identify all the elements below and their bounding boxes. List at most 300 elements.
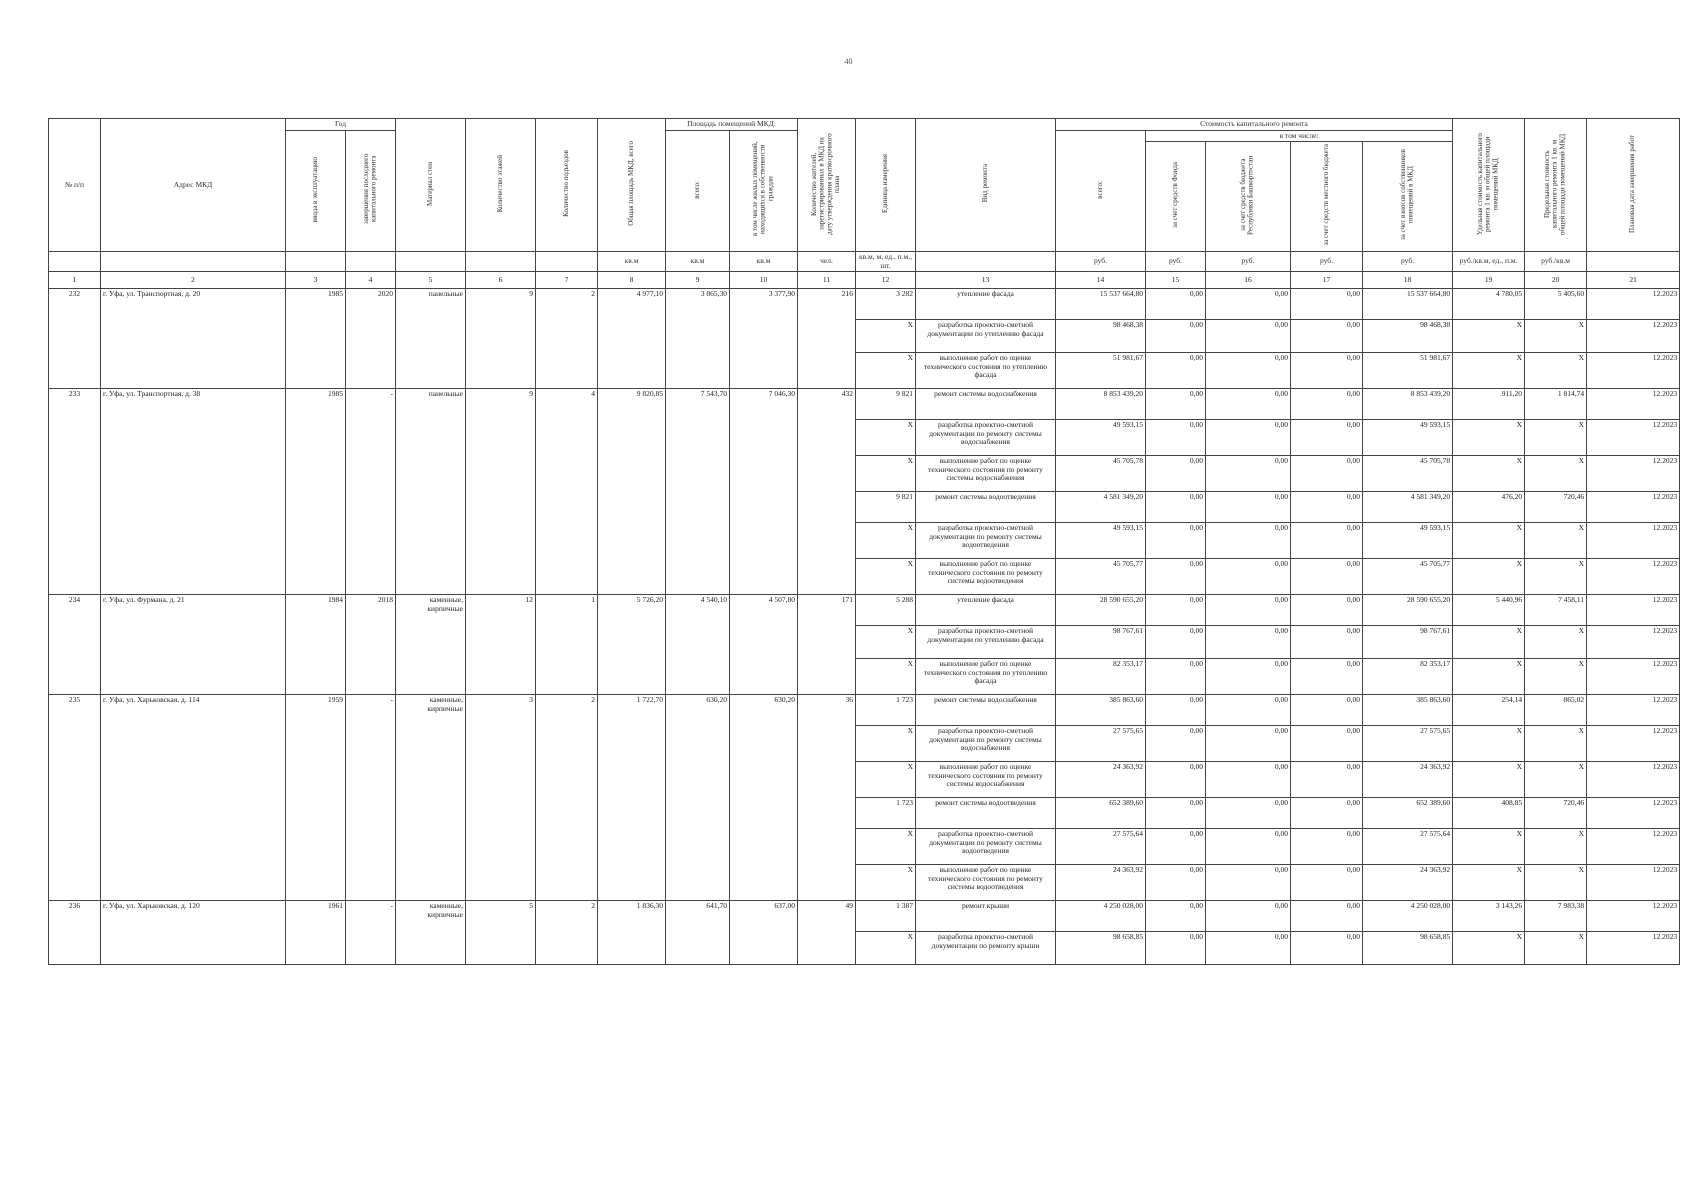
table-row bbox=[49, 353, 1680, 389]
work-type: ремонт системы водоотведения bbox=[916, 492, 1056, 523]
residents: 49 bbox=[798, 901, 856, 932]
max-cost: X bbox=[1525, 420, 1587, 456]
cost-rb: 0,00 bbox=[1206, 932, 1291, 965]
area-residents bbox=[730, 523, 798, 559]
unit-spec-1: руб./кв.м, ед., п.м. bbox=[1453, 251, 1525, 271]
deadline-date: 12.2023 bbox=[1587, 559, 1680, 595]
wall-material bbox=[396, 492, 466, 523]
wall-material: каменные, кирпичные bbox=[396, 595, 466, 626]
residents: 432 bbox=[798, 389, 856, 420]
unit-cost: 4 780,05 bbox=[1453, 289, 1525, 320]
floors bbox=[466, 932, 536, 965]
house-address bbox=[101, 523, 286, 559]
area-residents bbox=[730, 492, 798, 523]
header-premises-group: Площадь помещений МКД: bbox=[666, 119, 798, 131]
cost-fund: 0,00 bbox=[1146, 492, 1206, 523]
work-type: выполнение работ по оценке технического состояния по ремонту системы водоснабжения bbox=[916, 456, 1056, 492]
unit-rub-3: руб. bbox=[1206, 251, 1291, 271]
max-cost: X bbox=[1525, 829, 1587, 865]
house-address bbox=[101, 865, 286, 901]
deadline-date: 12.2023 bbox=[1587, 726, 1680, 762]
cost-fund: 0,00 bbox=[1146, 595, 1206, 626]
house-num bbox=[49, 865, 101, 901]
work-type: ремонт крыши bbox=[916, 901, 1056, 932]
area-total bbox=[666, 559, 730, 595]
header-unit: Единица измерения bbox=[856, 119, 916, 252]
column-number: 21 bbox=[1587, 272, 1680, 289]
cost-total: 28 590 655,20 bbox=[1056, 595, 1146, 626]
year-repair bbox=[346, 659, 396, 695]
max-cost: X bbox=[1525, 659, 1587, 695]
house-num bbox=[49, 420, 101, 456]
area-total: 4 540,10 bbox=[666, 595, 730, 626]
area-residents: 637,00 bbox=[730, 901, 798, 932]
work-type: ремонт системы водоснабжения bbox=[916, 389, 1056, 420]
cost-local: 0,00 bbox=[1291, 420, 1363, 456]
cost-owners: 45 705,78 bbox=[1363, 456, 1453, 492]
year-commission: 1961 bbox=[286, 901, 346, 932]
work-type: разработка проектно-сметной документации по утеплению фасада bbox=[916, 626, 1056, 659]
floors bbox=[466, 353, 536, 389]
cost-rb: 0,00 bbox=[1206, 456, 1291, 492]
year-repair bbox=[346, 726, 396, 762]
house-num bbox=[49, 932, 101, 965]
cost-fund: 0,00 bbox=[1146, 726, 1206, 762]
wall-material bbox=[396, 626, 466, 659]
cost-fund: 0,00 bbox=[1146, 389, 1206, 420]
max-cost: X bbox=[1525, 353, 1587, 389]
wall-material bbox=[396, 798, 466, 829]
unit-cost: X bbox=[1453, 320, 1525, 353]
entrances bbox=[536, 456, 598, 492]
cost-rb: 0,00 bbox=[1206, 659, 1291, 695]
floors bbox=[466, 492, 536, 523]
cost-total: 8 853 439,20 bbox=[1056, 389, 1146, 420]
area-residents bbox=[730, 762, 798, 798]
unit-cost: X bbox=[1453, 865, 1525, 901]
deadline-date: 12.2023 bbox=[1587, 695, 1680, 726]
floors bbox=[466, 420, 536, 456]
unit-cost: X bbox=[1453, 420, 1525, 456]
total-area bbox=[598, 762, 666, 798]
cost-owners: 49 593,15 bbox=[1363, 420, 1453, 456]
table-row bbox=[49, 289, 1680, 320]
deadline-date: 12.2023 bbox=[1587, 389, 1680, 420]
area-residents bbox=[730, 932, 798, 965]
entrances bbox=[536, 865, 598, 901]
work-type: ремонт системы водоотведения bbox=[916, 798, 1056, 829]
unit-cost: X bbox=[1453, 626, 1525, 659]
entrances bbox=[536, 932, 598, 965]
header-max-cost: Предельная стоимость капитального ремонта 1 кв. м общей площади помещений МКД bbox=[1525, 119, 1587, 252]
house-num: 233 bbox=[49, 389, 101, 420]
year-repair bbox=[346, 320, 396, 353]
year-commission bbox=[286, 762, 346, 798]
deadline-date: 12.2023 bbox=[1587, 932, 1680, 965]
residents: 36 bbox=[798, 695, 856, 726]
house-address: г. Уфа, ул. Харьковская, д. 120 bbox=[101, 901, 286, 932]
wall-material: каменные, кирпичные bbox=[396, 901, 466, 932]
house-address bbox=[101, 353, 286, 389]
header-wall-material: Материал стен bbox=[396, 119, 466, 252]
residents bbox=[798, 865, 856, 901]
year-commission bbox=[286, 932, 346, 965]
residents: 216 bbox=[798, 289, 856, 320]
house-address bbox=[101, 559, 286, 595]
column-number: 1 bbox=[49, 272, 101, 289]
work-type: разработка проектно-сметной документации по ремонту системы водоотведения bbox=[916, 829, 1056, 865]
max-cost: 865,02 bbox=[1525, 695, 1587, 726]
unit-qty: X bbox=[856, 932, 916, 965]
year-commission bbox=[286, 865, 346, 901]
cost-total: 45 705,77 bbox=[1056, 559, 1146, 595]
year-commission bbox=[286, 456, 346, 492]
cost-fund: 0,00 bbox=[1146, 901, 1206, 932]
cost-fund: 0,00 bbox=[1146, 420, 1206, 456]
cost-total: 4 250 028,00 bbox=[1056, 901, 1146, 932]
cost-owners: 51 981,67 bbox=[1363, 353, 1453, 389]
cost-local: 0,00 bbox=[1291, 659, 1363, 695]
header-floors: Количество этажей bbox=[466, 119, 536, 252]
total-area bbox=[598, 559, 666, 595]
header-year-commission: ввода в эксплуатацию bbox=[286, 130, 346, 251]
unit-cost: 254,14 bbox=[1453, 695, 1525, 726]
entrances bbox=[536, 798, 598, 829]
floors bbox=[466, 829, 536, 865]
year-repair bbox=[346, 456, 396, 492]
house-address bbox=[101, 626, 286, 659]
wall-material bbox=[396, 865, 466, 901]
year-commission bbox=[286, 659, 346, 695]
max-cost: 720,46 bbox=[1525, 798, 1587, 829]
house-address bbox=[101, 492, 286, 523]
cost-rb: 0,00 bbox=[1206, 320, 1291, 353]
unit-area-2: кв.м bbox=[666, 251, 730, 271]
unit-qty: X bbox=[856, 523, 916, 559]
unit-cost: 5 440,96 bbox=[1453, 595, 1525, 626]
area-total bbox=[666, 829, 730, 865]
header-year-group: Год bbox=[286, 119, 396, 131]
work-type: разработка проектно-сметной документации по утеплению фасада bbox=[916, 320, 1056, 353]
cost-total: 24 363,92 bbox=[1056, 865, 1146, 901]
year-repair bbox=[346, 829, 396, 865]
work-type: выполнение работ по оценке технического состояния по ремонту системы водоотведения bbox=[916, 865, 1056, 901]
wall-material bbox=[396, 320, 466, 353]
column-number: 15 bbox=[1146, 272, 1206, 289]
total-area bbox=[598, 456, 666, 492]
entrances: 1 bbox=[536, 595, 598, 626]
header-work-type: Вид ремонта bbox=[916, 119, 1056, 252]
area-residents bbox=[730, 829, 798, 865]
column-number: 20 bbox=[1525, 272, 1587, 289]
unit-rub-1: руб. bbox=[1056, 251, 1146, 271]
cost-rb: 0,00 bbox=[1206, 829, 1291, 865]
house-address bbox=[101, 932, 286, 965]
year-repair bbox=[346, 420, 396, 456]
header-total: всего: bbox=[1056, 130, 1146, 251]
unit-qty: X bbox=[856, 626, 916, 659]
table-row bbox=[49, 726, 1680, 762]
house-num: 236 bbox=[49, 901, 101, 932]
cost-rb: 0,00 bbox=[1206, 389, 1291, 420]
unit-cost: 408,85 bbox=[1453, 798, 1525, 829]
unit-qty: 3 282 bbox=[856, 289, 916, 320]
total-area bbox=[598, 420, 666, 456]
unit-measure: кв.м, м, ед., п.м., шт. bbox=[856, 251, 916, 271]
total-area bbox=[598, 865, 666, 901]
area-residents bbox=[730, 353, 798, 389]
max-cost: X bbox=[1525, 320, 1587, 353]
max-cost: X bbox=[1525, 726, 1587, 762]
table-row bbox=[49, 762, 1680, 798]
cost-local: 0,00 bbox=[1291, 320, 1363, 353]
area-residents bbox=[730, 320, 798, 353]
cost-total: 98 658,85 bbox=[1056, 932, 1146, 965]
unit-qty: X bbox=[856, 559, 916, 595]
header-num: № п/п bbox=[49, 119, 101, 252]
cost-owners: 24 363,92 bbox=[1363, 762, 1453, 798]
deadline-date: 12.2023 bbox=[1587, 865, 1680, 901]
wall-material bbox=[396, 659, 466, 695]
header-cost-group: Стоимость капитального ремонта bbox=[1056, 119, 1453, 131]
header-area-total: всего: bbox=[666, 130, 730, 251]
unit-qty: X bbox=[856, 320, 916, 353]
unit-cost: X bbox=[1453, 829, 1525, 865]
house-address bbox=[101, 726, 286, 762]
house-address bbox=[101, 456, 286, 492]
unit-cost: 3 143,26 bbox=[1453, 901, 1525, 932]
year-repair bbox=[346, 932, 396, 965]
work-type: ремонт системы водоснабжения bbox=[916, 695, 1056, 726]
unit-qty: 5 288 bbox=[856, 595, 916, 626]
area-total bbox=[666, 626, 730, 659]
cost-total: 27 575,64 bbox=[1056, 829, 1146, 865]
year-repair: 2020 bbox=[346, 289, 396, 320]
floors bbox=[466, 456, 536, 492]
area-total bbox=[666, 523, 730, 559]
floors bbox=[466, 659, 536, 695]
wall-material: панельные bbox=[396, 289, 466, 320]
area-residents bbox=[730, 659, 798, 695]
year-repair bbox=[346, 865, 396, 901]
unit-qty: X bbox=[856, 762, 916, 798]
header-owners: за счет взносов собственников помещений в МКД bbox=[1363, 142, 1453, 252]
column-number-row bbox=[49, 272, 1680, 289]
area-total: 641,70 bbox=[666, 901, 730, 932]
residents bbox=[798, 659, 856, 695]
column-number: 12 bbox=[856, 272, 916, 289]
table-row bbox=[49, 420, 1680, 456]
unit-qty: X bbox=[856, 865, 916, 901]
entrances bbox=[536, 626, 598, 659]
wall-material bbox=[396, 829, 466, 865]
column-number: 13 bbox=[916, 272, 1056, 289]
max-cost: 720,46 bbox=[1525, 492, 1587, 523]
max-cost: 7 458,11 bbox=[1525, 595, 1587, 626]
floors bbox=[466, 320, 536, 353]
table-row bbox=[49, 865, 1680, 901]
deadline-date: 12.2023 bbox=[1587, 798, 1680, 829]
cost-fund: 0,00 bbox=[1146, 523, 1206, 559]
deadline-date: 12.2023 bbox=[1587, 595, 1680, 626]
deadline-date: 12.2023 bbox=[1587, 762, 1680, 798]
deadline-date: 12.2023 bbox=[1587, 659, 1680, 695]
wall-material bbox=[396, 420, 466, 456]
column-number: 19 bbox=[1453, 272, 1525, 289]
total-area bbox=[598, 932, 666, 965]
column-number: 4 bbox=[346, 272, 396, 289]
unit-qty: 9 821 bbox=[856, 389, 916, 420]
unit-cost: X bbox=[1453, 932, 1525, 965]
residents bbox=[798, 353, 856, 389]
entrances bbox=[536, 829, 598, 865]
cost-fund: 0,00 bbox=[1146, 456, 1206, 492]
unit-spec-2: руб./кв.м bbox=[1525, 251, 1587, 271]
unit-cost: X bbox=[1453, 559, 1525, 595]
unit-area-3: кв.м bbox=[730, 251, 798, 271]
column-number: 5 bbox=[396, 272, 466, 289]
house-num bbox=[49, 798, 101, 829]
area-residents bbox=[730, 559, 798, 595]
unit-rub-4: руб. bbox=[1291, 251, 1363, 271]
total-area bbox=[598, 492, 666, 523]
area-residents bbox=[730, 626, 798, 659]
unit-qty: X bbox=[856, 353, 916, 389]
max-cost: X bbox=[1525, 865, 1587, 901]
cost-total: 98 468,38 bbox=[1056, 320, 1146, 353]
house-num: 232 bbox=[49, 289, 101, 320]
floors bbox=[466, 865, 536, 901]
area-total bbox=[666, 492, 730, 523]
cost-local: 0,00 bbox=[1291, 456, 1363, 492]
area-total: 3 865,30 bbox=[666, 289, 730, 320]
area-residents bbox=[730, 726, 798, 762]
residents bbox=[798, 626, 856, 659]
year-commission bbox=[286, 320, 346, 353]
year-repair: - bbox=[346, 389, 396, 420]
house-address bbox=[101, 320, 286, 353]
cost-rb: 0,00 bbox=[1206, 865, 1291, 901]
house-num bbox=[49, 492, 101, 523]
cost-owners: 24 363,92 bbox=[1363, 865, 1453, 901]
house-num bbox=[49, 456, 101, 492]
header-area-residents: в том числе жилых помещений, находящихся в собственности граждан bbox=[730, 130, 798, 251]
cost-fund: 0,00 bbox=[1146, 865, 1206, 901]
residents bbox=[798, 420, 856, 456]
total-area bbox=[598, 798, 666, 829]
column-number: 11 bbox=[798, 272, 856, 289]
entrances bbox=[536, 762, 598, 798]
header-unit-cost: Удельная стоимость капитального ремонта 1 кв. м общей площади помещений МКД bbox=[1453, 119, 1525, 252]
cost-local: 0,00 bbox=[1291, 798, 1363, 829]
unit-cost: X bbox=[1453, 523, 1525, 559]
area-total bbox=[666, 659, 730, 695]
unit-qty: 1 723 bbox=[856, 695, 916, 726]
year-commission bbox=[286, 523, 346, 559]
area-total bbox=[666, 762, 730, 798]
entrances bbox=[536, 492, 598, 523]
entrances bbox=[536, 726, 598, 762]
table-row bbox=[49, 901, 1680, 932]
cost-total: 652 389,60 bbox=[1056, 798, 1146, 829]
cost-total: 15 537 664,80 bbox=[1056, 289, 1146, 320]
cost-total: 24 363,92 bbox=[1056, 762, 1146, 798]
house-num: 234 bbox=[49, 595, 101, 626]
year-commission: 1985 bbox=[286, 289, 346, 320]
cost-owners: 4 250 028,00 bbox=[1363, 901, 1453, 932]
column-number: 9 bbox=[666, 272, 730, 289]
wall-material bbox=[396, 559, 466, 595]
total-area bbox=[598, 829, 666, 865]
area-total: 7 543,70 bbox=[666, 389, 730, 420]
cost-rb: 0,00 bbox=[1206, 492, 1291, 523]
max-cost: 7 983,38 bbox=[1525, 901, 1587, 932]
column-number: 10 bbox=[730, 272, 798, 289]
floors bbox=[466, 762, 536, 798]
house-num: 235 bbox=[49, 695, 101, 726]
cost-total: 49 593,15 bbox=[1056, 420, 1146, 456]
unit-cost: X bbox=[1453, 762, 1525, 798]
header-entrances: Количество подъездов bbox=[536, 119, 598, 252]
cost-fund: 0,00 bbox=[1146, 320, 1206, 353]
unit-qty: X bbox=[856, 456, 916, 492]
table-row bbox=[49, 695, 1680, 726]
cost-local: 0,00 bbox=[1291, 492, 1363, 523]
area-total bbox=[666, 726, 730, 762]
area-residents: 7 046,30 bbox=[730, 389, 798, 420]
work-type: выполнение работ по оценке технического состояния по ремонту системы водоотведения bbox=[916, 559, 1056, 595]
table-row bbox=[49, 456, 1680, 492]
cost-total: 98 767,61 bbox=[1056, 626, 1146, 659]
cost-owners: 385 863,60 bbox=[1363, 695, 1453, 726]
cost-rb: 0,00 bbox=[1206, 595, 1291, 626]
table-row bbox=[49, 626, 1680, 659]
residents bbox=[798, 829, 856, 865]
entrances: 2 bbox=[536, 901, 598, 932]
year-repair bbox=[346, 492, 396, 523]
cost-fund: 0,00 bbox=[1146, 289, 1206, 320]
wall-material bbox=[396, 353, 466, 389]
area-total bbox=[666, 456, 730, 492]
cost-owners: 27 575,65 bbox=[1363, 726, 1453, 762]
work-type: выполнение работ по оценке технического состояния по утеплению фасада bbox=[916, 659, 1056, 695]
entrances bbox=[536, 420, 598, 456]
year-commission bbox=[286, 798, 346, 829]
unit-rub-2: руб. bbox=[1146, 251, 1206, 271]
table-row bbox=[49, 389, 1680, 420]
year-commission: 1985 bbox=[286, 389, 346, 420]
house-address bbox=[101, 798, 286, 829]
cost-local: 0,00 bbox=[1291, 595, 1363, 626]
cost-total: 51 981,67 bbox=[1056, 353, 1146, 389]
cost-owners: 4 581 349,20 bbox=[1363, 492, 1453, 523]
year-repair bbox=[346, 353, 396, 389]
cost-total: 49 593,15 bbox=[1056, 523, 1146, 559]
total-area: 4 977,10 bbox=[598, 289, 666, 320]
residents: 171 bbox=[798, 595, 856, 626]
house-num bbox=[49, 626, 101, 659]
entrances bbox=[536, 559, 598, 595]
cost-rb: 0,00 bbox=[1206, 559, 1291, 595]
cost-local: 0,00 bbox=[1291, 726, 1363, 762]
area-residents: 4 507,80 bbox=[730, 595, 798, 626]
work-type: разработка проектно-сметной документации по ремонту системы водоснабжения bbox=[916, 420, 1056, 456]
cost-local: 0,00 bbox=[1291, 762, 1363, 798]
entrances bbox=[536, 320, 598, 353]
cost-rb: 0,00 bbox=[1206, 798, 1291, 829]
cost-owners: 98 468,38 bbox=[1363, 320, 1453, 353]
year-commission: 1959 bbox=[286, 695, 346, 726]
